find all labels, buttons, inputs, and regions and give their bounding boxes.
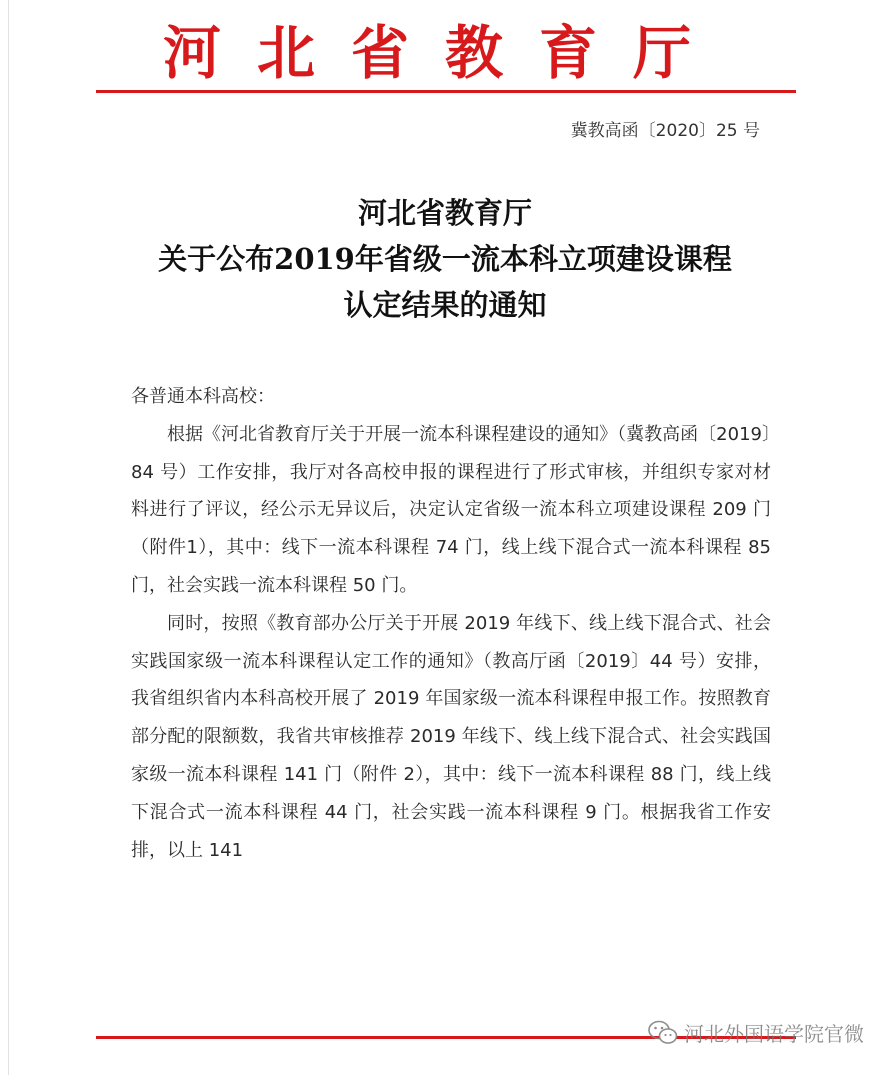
masthead-red-rule <box>96 90 796 93</box>
page-edge-line <box>8 0 9 1075</box>
document-number: 冀教高函〔2020〕25 号 <box>570 121 760 141</box>
wechat-icon <box>648 1020 678 1046</box>
source-watermark <box>648 1018 864 1047</box>
title-line-2: 关于公布2019年省级一流本科立项建设课程 <box>158 242 732 276</box>
notice-body <box>131 378 771 869</box>
salutation: 各普通本科高校： <box>131 386 275 407</box>
paragraph-2: 同时，按照《教育部办公厅关于开展 2019 年线下、线上线下混合式、社会实践国家级一流本科课程认定工作的通知》（教高厅函〔2019〕44 号）安排，我省组织省内本科高校开展了 2019 年国家级一流本科课程申报工作。按照教育部分配的限额数，我省共审核推荐 2019 年线下、线上线下混合式、社会实践国家级一流本科课程 141 门（附件 2），其中：线下一流本科课程 88 门，线上线下混合式一流本科课程 44 门，社会实践一流本科课程 9 门。根据我省工作安排，以上 141 <box>131 612 771 861</box>
title-line-1: 河北省教育厅 <box>357 196 532 230</box>
title-line-3: 认定结果的通知 <box>343 288 547 322</box>
notice-title <box>95 190 795 328</box>
watermark-text: 河北外国语学院官微 <box>684 1022 864 1046</box>
masthead-title: 河北省教育厅 <box>162 19 727 87</box>
paragraph-1: 根据《河北省教育厅关于开展一流本科课程建设的通知》（冀教高函〔2019〕84 号）工作安排，我厅对各高校申报的课程进行了形式审核，并组织专家对材料进行了评议，经公示无异议后，决定认定省级一流本科立项建设课程 209 门（附件1），其中：线下一流本科课程 74 门，线上线下混合式一流本科课程 85 门，社会实践一流本科课程 50 门。 <box>131 423 771 596</box>
